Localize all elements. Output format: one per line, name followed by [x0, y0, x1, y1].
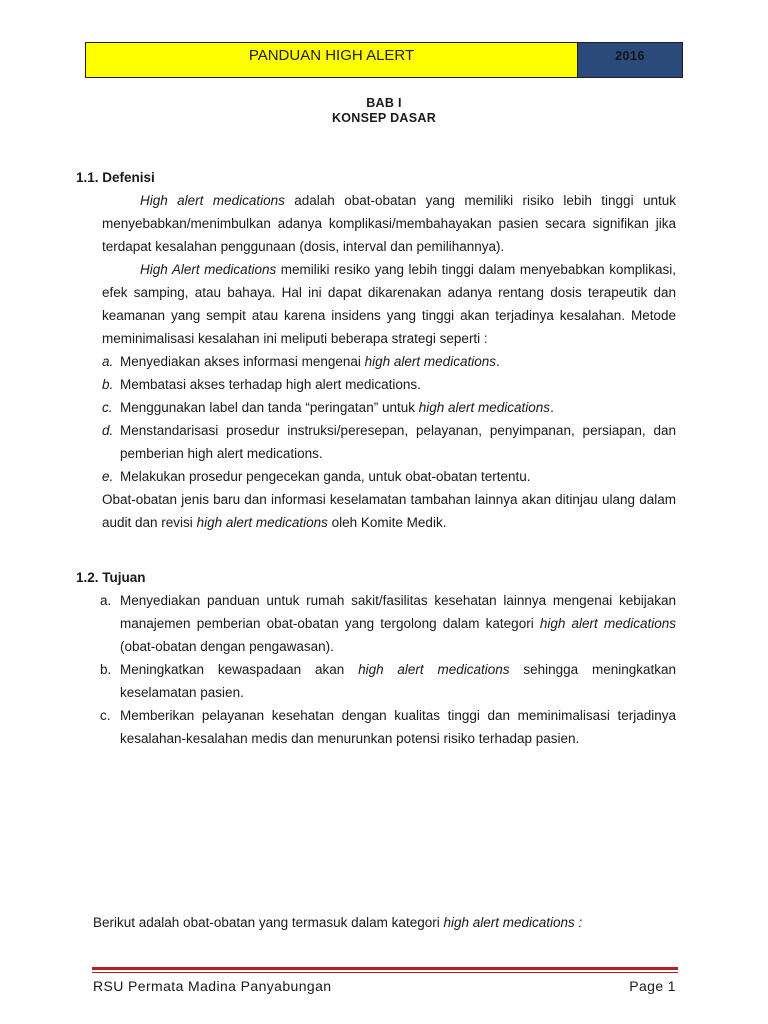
definisi-paragraph-3: Obat-obatan jenis baru dan informasi keselamatan tambahan lainnya akan ditinjau ulang dalam audit dan revisi high alert medications oleh Komite Medik.: [102, 492, 676, 530]
list-item: [102, 350, 676, 373]
header-year: 2016: [578, 43, 682, 77]
list-item-text: Membatasi akses terhadap high alert medications.: [120, 377, 421, 392]
chapter-number: BAB I: [366, 96, 402, 110]
list-item: [102, 396, 676, 419]
list-item-text: Meningkatkan kewaspadaan akan high alert medications sehingga meningkatkan keselamatan pasien.: [120, 662, 676, 700]
list-marker: b.: [100, 662, 112, 677]
header-title: PANDUAN HIGH ALERT: [86, 43, 578, 77]
list-marker: b.: [102, 377, 114, 392]
list-item: [100, 589, 676, 658]
footer-rule-thin: [92, 972, 678, 973]
p1-text: adalah obat-obatan yang memiliki risiko lebih tinggi untuk menyebabkan/menimbulkan adanya komplikasi/membahayakan pasien secara signifikan jika terdapat kesalahan penggunaan (dosis, interval dan pemilihannya).: [102, 193, 676, 254]
chapter-title: KONSEP DASAR: [331, 111, 437, 125]
list-item: [102, 419, 676, 465]
list-marker: e.: [102, 469, 114, 484]
p2-text: memiliki resiko yang lebih tinggi dalam menyebabkan komplikasi, efek samping, atau bahaya. Hal ini dapat dikarenakan adanya rentang dosis terapeutik dan keamanan yang sempit atau karena insidens yang tinggi akan terjadinya kesalahan. Metode meminimalisasi kesalahan ini meliputi beberapa strategi seperti :: [102, 262, 676, 346]
list-marker: c.: [100, 708, 111, 723]
p1-emphasis: High alert medications: [140, 193, 285, 208]
footer-hospital-name: RSU Permata Madina Panyabungan: [93, 978, 332, 994]
p2-emphasis: High Alert medications: [140, 262, 277, 277]
list-item-text: Menggunakan label dan tanda “peringatan” untuk high alert medications.: [120, 400, 554, 415]
goals-list: [100, 589, 676, 750]
list-item-text: Menyediakan panduan untuk rumah sakit/fasilitas kesehatan lainnya mengenai kebijakan manajemen pemberian obat-obatan yang tergolong dalam kategori high alert medications (obat-obatan dengan pengawasan).: [120, 593, 676, 654]
definisi-paragraph-2: [102, 258, 676, 350]
list-item: [100, 658, 676, 704]
list-item-text: Menstandarisasi prosedur instruksi/peresepan, pelayanan, penyimpanan, persiapan, dan pemberian high alert medications.: [120, 423, 676, 461]
list-marker: a.: [100, 593, 112, 608]
closing-sentence: Berikut adalah obat-obatan yang termasuk dalam kategori high alert medications :: [93, 915, 583, 930]
footer-rule-thick: [92, 967, 678, 970]
list-marker: a.: [102, 354, 114, 369]
list-marker: d.: [102, 423, 114, 438]
document-header: [85, 42, 683, 78]
list-item: [100, 704, 676, 750]
list-item-text: Menyediakan akses informasi mengenai high alert medications.: [120, 354, 500, 369]
list-marker: c.: [102, 400, 113, 415]
list-item: [102, 465, 676, 488]
definisi-paragraph-1: [102, 189, 676, 258]
strategy-list: [102, 350, 676, 488]
footer-page-number: Page 1: [629, 978, 676, 994]
list-item: [102, 373, 676, 396]
section-heading-definisi: 1.1. Defenisi: [76, 170, 155, 185]
list-item-text: Melakukan prosedur pengecekan ganda, untuk obat-obatan tertentu.: [120, 469, 531, 484]
section-heading-tujuan: 1.2. Tujuan: [76, 570, 146, 585]
list-item-text: Memberikan pelayanan kesehatan dengan kualitas tinggi dan meminimalisasi terjadinya kesalahan-kesalahan medis dan menurunkan potensi risiko terhadap pasien.: [120, 708, 676, 746]
